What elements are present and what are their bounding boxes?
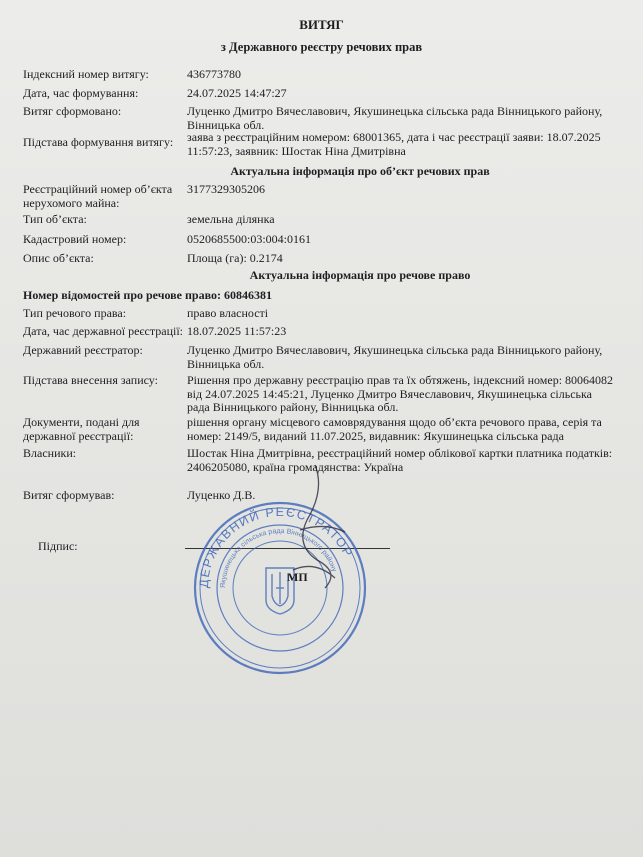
docs-label: Документи, подані для державної реєстрації:: [23, 415, 140, 443]
entry-basis-value: Рішення про державну реєстрацію прав та їх обтяжень, індексний номер: 80064082 від 24.07.2025 14:45:21, Луценко Дмитро Вячеславович, Якушинецька сільська рада Вінницького району, Вінницька обл.: [187, 373, 614, 414]
owners-value: Шостак Ніна Дмитрівна, реєстраційний номер облікової картки платника податків: 2406205080, країна громадянства: Україна: [187, 446, 613, 474]
object-section-heading: Актуальна інформація про об’єкт речових прав: [230, 164, 490, 178]
reg-date-label: Дата, час державної реєстрації:: [23, 324, 184, 338]
cadastral-value: 0520685500:03:004:0161: [187, 232, 312, 246]
entry-basis-label: Підстава внесення запису:: [23, 373, 158, 387]
formed-by-label: Витяг сформував:: [23, 488, 115, 502]
basis-label: Підстава формування витягу:: [23, 135, 174, 149]
owners-label: Власники:: [23, 446, 77, 460]
index-value: 436773780: [187, 67, 241, 81]
docs-value: рішення органу місцевого самоврядування щодо об’єкта речового права, серія та номер: 2149/5, виданий 11.07.2025, видавник: Якушинецька сільська рада: [187, 415, 602, 443]
cadastral-label: Кадастровий номер:: [23, 232, 127, 246]
formed-by-value: Луценко Д.В.: [187, 488, 256, 502]
stamp-place-label: МП: [287, 570, 308, 584]
index-label: Індексний номер витягу:: [23, 67, 149, 81]
document-title: ВИТЯГ: [299, 17, 344, 32]
right-kind-value: право власності: [187, 306, 269, 320]
signature-label: Підпис:: [38, 539, 78, 553]
date-value: 24.07.2025 14:47:27: [187, 86, 287, 100]
object-type-label: Тип об’єкта:: [23, 212, 87, 226]
registrar-label: Державний реєстратор:: [23, 343, 143, 357]
object-desc-value: Площа (га): 0.2174: [187, 251, 283, 265]
document-subtitle: з Державного реєстру речових прав: [220, 40, 423, 54]
formed-value: Луценко Дмитро Вячеславович, Якушинецька сільська рада Вінницького району, Вінницька обл.: [187, 104, 603, 132]
object-desc-label: Опис об’єкта:: [23, 251, 94, 265]
signature-scribble: [255, 460, 375, 600]
reg-date-value: 18.07.2025 11:57:23: [187, 324, 287, 338]
formed-label: Витяг сформовано:: [23, 104, 122, 118]
stamp-outer-text: ДЕРЖАВНИЙ РЕЄСТРАТОР: [196, 504, 356, 589]
object-type-value: земельна ділянка: [187, 212, 275, 226]
stamp-inner-text: Якушинецька сільська рада Вінницького району: [219, 527, 338, 589]
registrar-value: Луценко Дмитро Вячеславович, Якушинецька сільська рада Вінницького району, Вінницька обл.: [187, 343, 603, 371]
right-number: Номер відомостей про речове право: 60846381: [23, 288, 272, 302]
basis-value: заява з реєстраційним номером: 68001365, дата і час реєстрації заяви: 18.07.2025 11:57:23, заявник: Шостак Ніна Дмитрівна: [187, 130, 601, 158]
object-reg-label: Реєстраційний номер об’єкта нерухомого майна:: [23, 182, 173, 210]
object-reg-value: 3177329305206: [187, 182, 265, 196]
date-label: Дата, час формування:: [23, 86, 139, 100]
right-kind-label: Тип речового права:: [23, 306, 127, 320]
right-section-heading: Актуальна інформація про речове право: [249, 268, 471, 282]
